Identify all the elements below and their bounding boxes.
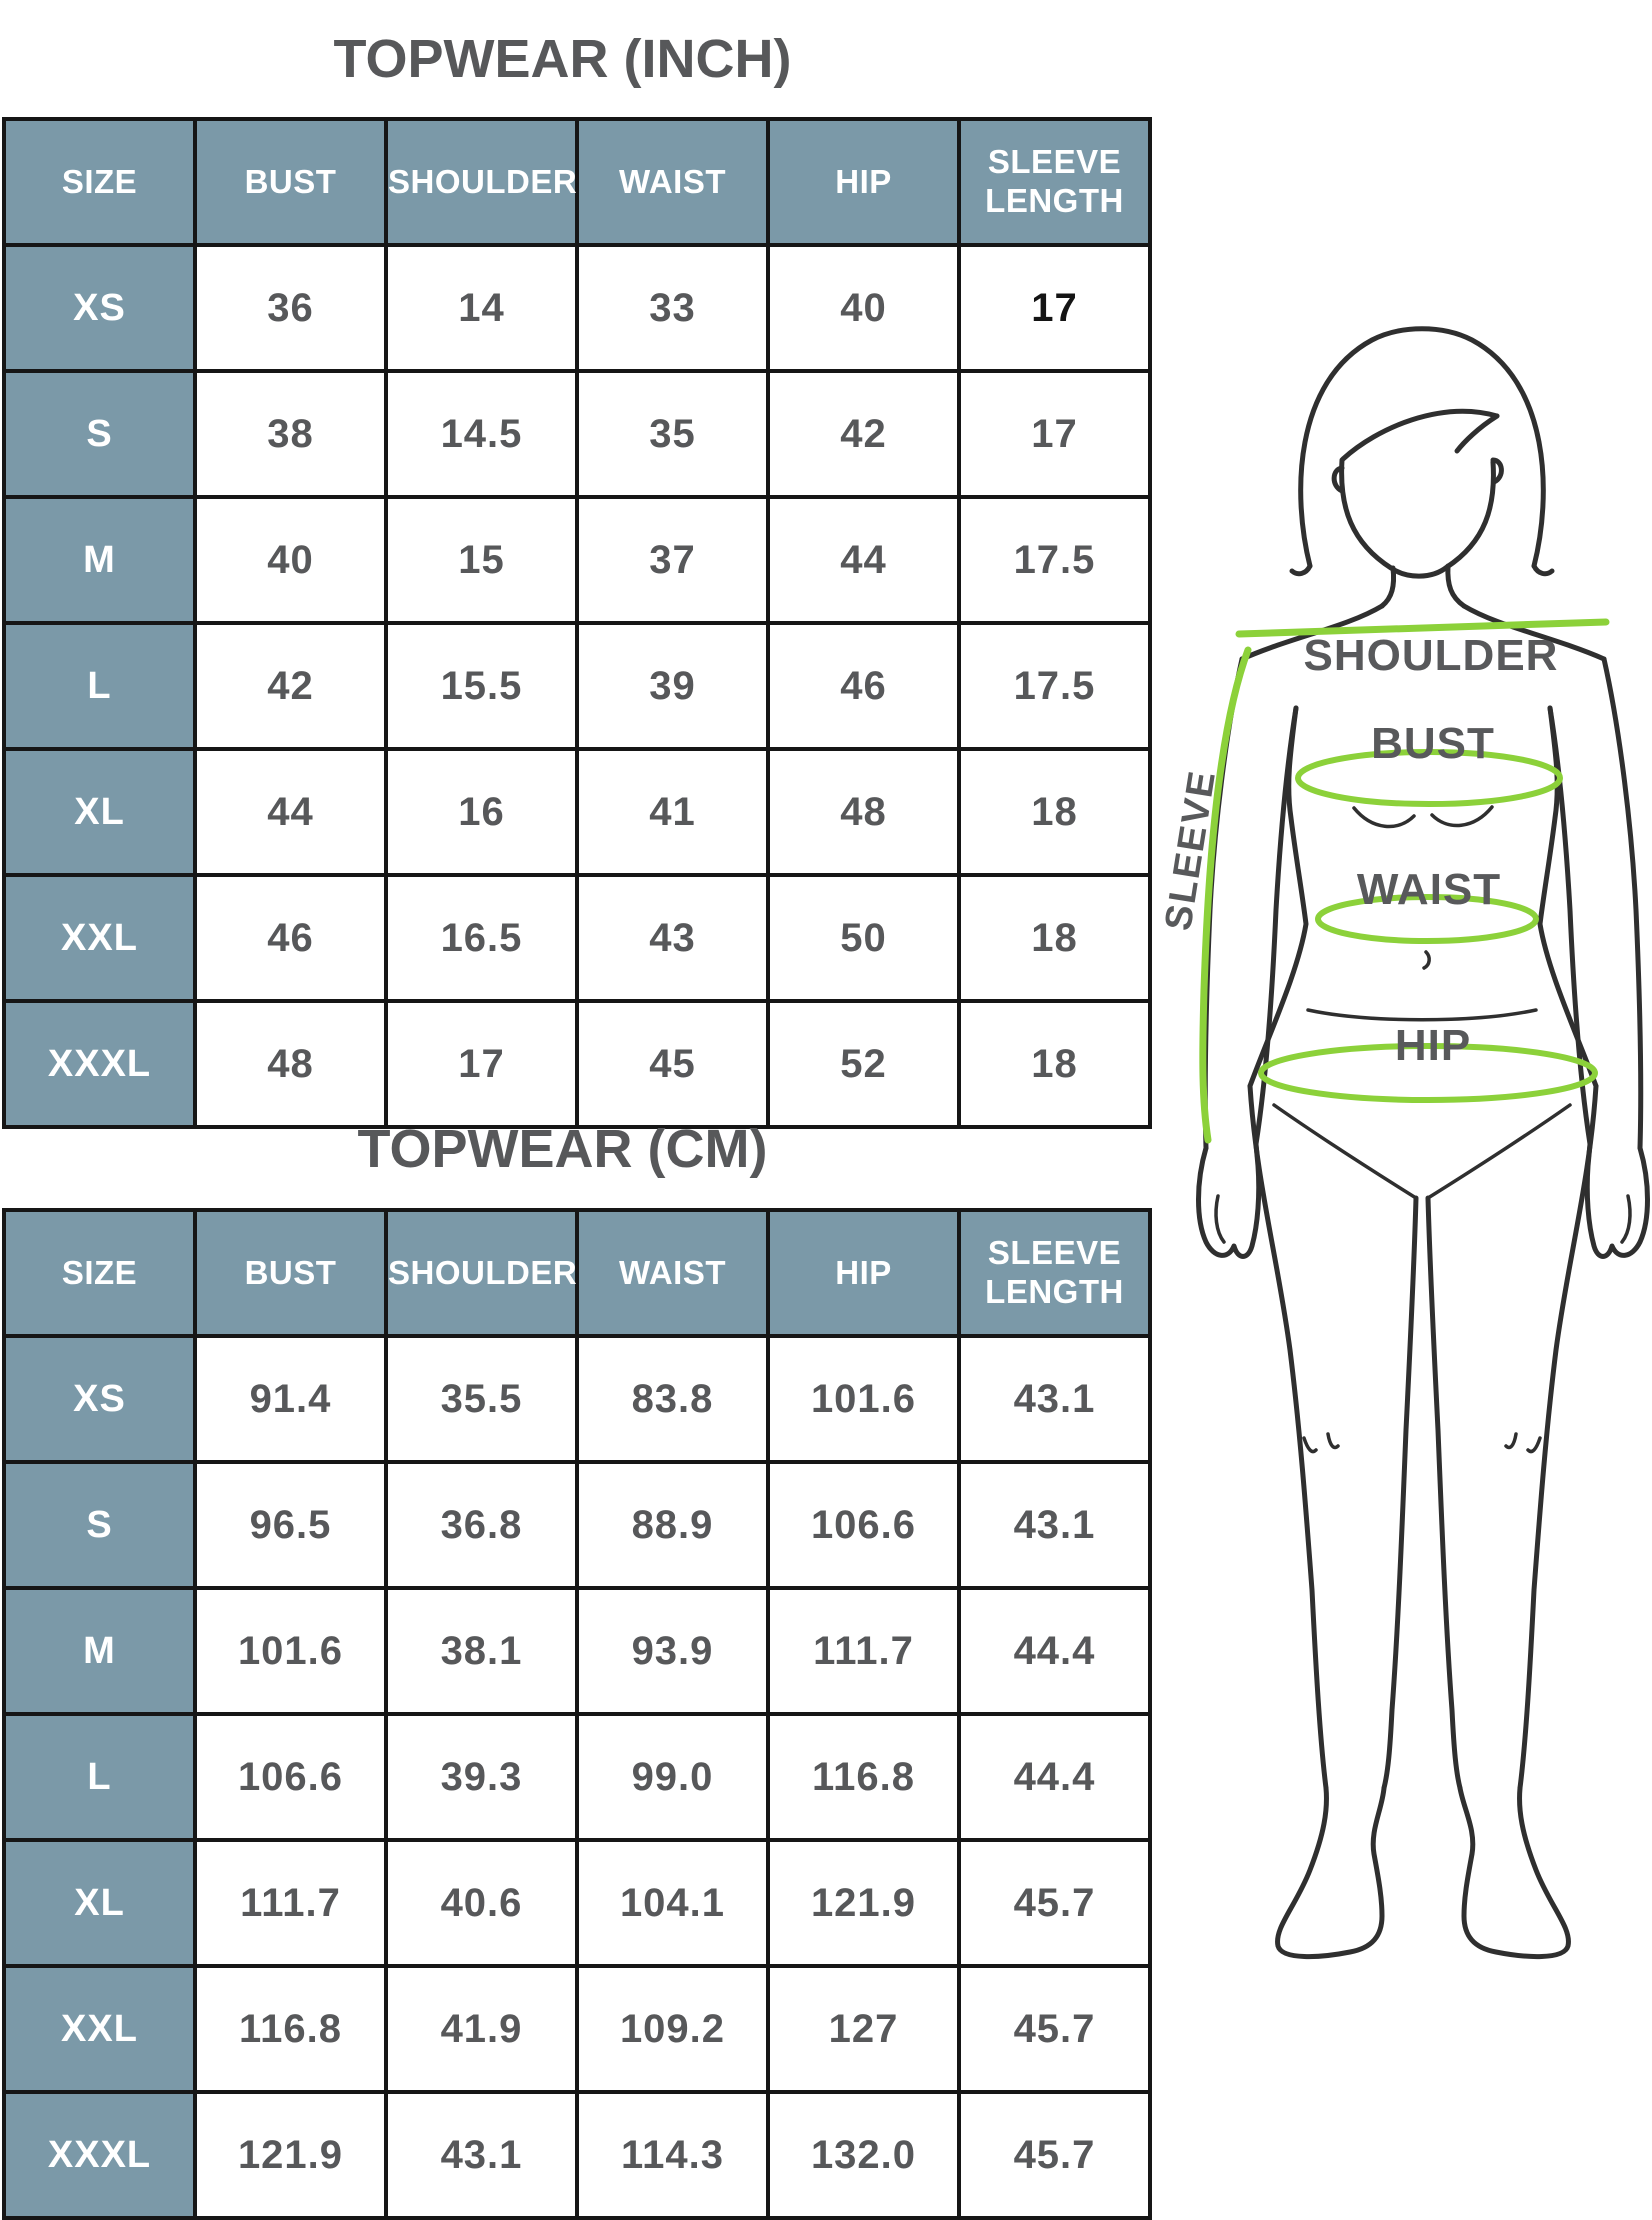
- column-header: BUST: [195, 119, 386, 245]
- foot-right: [1460, 1788, 1568, 1957]
- table-cell: 45.7: [959, 1840, 1150, 1966]
- leg-left-outer: [1250, 1086, 1326, 1788]
- table-row: [4, 875, 1150, 1001]
- table-cell: 48: [768, 749, 959, 875]
- table-cell: 39.3: [386, 1714, 577, 1840]
- table-cell: 106.6: [195, 1714, 386, 1840]
- table-row: [4, 623, 1150, 749]
- hair-outline: [1301, 329, 1544, 566]
- female-body-outline: [1199, 329, 1648, 1957]
- table-cell: 38.1: [386, 1588, 577, 1714]
- table-cell: 36: [195, 245, 386, 371]
- table-cell: 45.7: [959, 1966, 1150, 2092]
- table-cell: 48: [195, 1001, 386, 1127]
- table-row: [4, 245, 1150, 371]
- table-cell: 37: [577, 497, 768, 623]
- table-cell: 93.9: [577, 1588, 768, 1714]
- shoulder-label: SHOULDER: [1303, 631, 1559, 680]
- table-cell: 42: [768, 371, 959, 497]
- table-row: [4, 2092, 1150, 2218]
- table-cell: 39: [577, 623, 768, 749]
- topwear-cm-table: [2, 1208, 1152, 2220]
- table-cell: 18: [959, 749, 1150, 875]
- table-cell: 18: [959, 1001, 1150, 1127]
- table-row: [4, 1001, 1150, 1127]
- row-header: XXXL: [4, 1001, 195, 1127]
- table-row: [4, 1840, 1150, 1966]
- thumb-left: [1216, 1196, 1224, 1242]
- column-header: SHOULDER: [386, 119, 577, 245]
- column-header: HIP: [768, 119, 959, 245]
- hair-tip-left: [1292, 566, 1310, 574]
- table-cell: 121.9: [195, 2092, 386, 2218]
- table-cell: 33: [577, 245, 768, 371]
- panty-left-edge: [1274, 1105, 1416, 1198]
- table-cell: 40.6: [386, 1840, 577, 1966]
- leg-right-outer: [1520, 1086, 1596, 1788]
- hand-left: [1199, 1144, 1259, 1257]
- header-row: [4, 119, 1150, 245]
- table-cell: 43.1: [959, 1336, 1150, 1462]
- table-cell: 101.6: [195, 1588, 386, 1714]
- table-cell: 44.4: [959, 1714, 1150, 1840]
- table-cell: 15.5: [386, 623, 577, 749]
- table-row: [4, 1588, 1150, 1714]
- column-header: BUST: [195, 1210, 386, 1336]
- underbust-left: [1354, 808, 1414, 826]
- table-cell: 43.1: [959, 1462, 1150, 1588]
- table-cell: 16: [386, 749, 577, 875]
- table-cell: 50: [768, 875, 959, 1001]
- table-cell: 121.9: [768, 1840, 959, 1966]
- table-cell: 46: [195, 875, 386, 1001]
- topwear-cm-title: TOPWEAR (CM): [357, 1119, 768, 1179]
- sleeve-measure-line: [1203, 650, 1248, 1140]
- row-header: M: [4, 1588, 195, 1714]
- row-header: M: [4, 497, 195, 623]
- row-header: XXL: [4, 1966, 195, 2092]
- table-cell: 16.5: [386, 875, 577, 1001]
- table-cell: 83.8: [577, 1336, 768, 1462]
- topwear-inch-title: TOPWEAR (INCH): [333, 29, 792, 89]
- column-header: SHOULDER: [386, 1210, 577, 1336]
- table-cell: 15: [386, 497, 577, 623]
- table-cell: 114.3: [577, 2092, 768, 2218]
- table-cell: 40: [768, 245, 959, 371]
- thumb-right: [1622, 1196, 1630, 1242]
- table-cell: 43.1: [386, 2092, 577, 2218]
- face-outline: [1342, 460, 1494, 576]
- bust-label: BUST: [1371, 719, 1495, 768]
- table-cell: 45: [577, 1001, 768, 1127]
- row-header: L: [4, 623, 195, 749]
- table-cell: 41.9: [386, 1966, 577, 2092]
- column-header: SIZE: [4, 119, 195, 245]
- waist-label: WAIST: [1356, 865, 1502, 914]
- table-cell: 35: [577, 371, 768, 497]
- leg-left-inner: [1384, 1198, 1416, 1788]
- knee-mark-right-a: [1528, 1438, 1540, 1452]
- knee-mark-left-b: [1328, 1434, 1338, 1448]
- knee-mark-right-b: [1506, 1434, 1516, 1448]
- table-cell: 96.5: [195, 1462, 386, 1588]
- table-cell: 36.8: [386, 1462, 577, 1588]
- foot-left: [1278, 1788, 1384, 1957]
- knee-mark-left-a: [1304, 1438, 1316, 1452]
- table-cell: 17: [959, 371, 1150, 497]
- table-cell: 104.1: [577, 1840, 768, 1966]
- column-header: SLEEVE LENGTH: [959, 1210, 1150, 1336]
- table-cell: 44: [768, 497, 959, 623]
- topwear-inch-table: [2, 117, 1152, 1129]
- table-cell: 17: [959, 245, 1150, 371]
- table-cell: 88.9: [577, 1462, 768, 1588]
- neck-left: [1382, 568, 1394, 606]
- table-row: [4, 1966, 1150, 2092]
- arm-right-outer: [1604, 659, 1641, 1148]
- table-row: [4, 371, 1150, 497]
- row-header: XL: [4, 1840, 195, 1966]
- panty-top-line: [1308, 1010, 1536, 1020]
- sleeve-label: SLEEVE: [1157, 766, 1225, 934]
- fringe-curl: [1457, 416, 1497, 451]
- column-header: WAIST: [577, 1210, 768, 1336]
- table-cell: 17.5: [959, 497, 1150, 623]
- table-cell: 38: [195, 371, 386, 497]
- table-row: [4, 497, 1150, 623]
- table-cell: 116.8: [195, 1966, 386, 2092]
- row-header: XL: [4, 749, 195, 875]
- table-cell: 111.7: [195, 1840, 386, 1966]
- table-cell: 14: [386, 245, 577, 371]
- row-header: XS: [4, 245, 195, 371]
- leg-right-inner: [1428, 1198, 1460, 1788]
- table-cell: 91.4: [195, 1336, 386, 1462]
- table-cell: 116.8: [768, 1714, 959, 1840]
- table-cell: 41: [577, 749, 768, 875]
- table-cell: 35.5: [386, 1336, 577, 1462]
- table-cell: 17.5: [959, 623, 1150, 749]
- body-measurement-diagram: [1128, 310, 1652, 1962]
- table-cell: 127: [768, 1966, 959, 2092]
- neck-right: [1448, 566, 1464, 606]
- table-cell: 44: [195, 749, 386, 875]
- row-header: L: [4, 1714, 195, 1840]
- header-row: [4, 1210, 1150, 1336]
- table-row: [4, 749, 1150, 875]
- table-cell: 42: [195, 623, 386, 749]
- hip-label: HIP: [1394, 1021, 1472, 1070]
- table-row: [4, 1462, 1150, 1588]
- table-cell: 40: [195, 497, 386, 623]
- column-header: SIZE: [4, 1210, 195, 1336]
- row-header: S: [4, 371, 195, 497]
- panty-right-edge: [1428, 1105, 1570, 1198]
- table-row: [4, 1714, 1150, 1840]
- table-cell: 45.7: [959, 2092, 1150, 2218]
- table-cell: 14.5: [386, 371, 577, 497]
- navel: [1424, 952, 1429, 968]
- table-cell: 17: [386, 1001, 577, 1127]
- column-header: WAIST: [577, 119, 768, 245]
- table-cell: 99.0: [577, 1714, 768, 1840]
- table-cell: 132.0: [768, 2092, 959, 2218]
- hair-tip-right: [1534, 566, 1552, 574]
- table-cell: 111.7: [768, 1588, 959, 1714]
- column-header: HIP: [768, 1210, 959, 1336]
- table-cell: 101.6: [768, 1336, 959, 1462]
- hand-right: [1587, 1144, 1647, 1257]
- column-header: SLEEVE LENGTH: [959, 119, 1150, 245]
- table-row: [4, 1336, 1150, 1462]
- underbust-right: [1432, 807, 1492, 825]
- row-header: XXXL: [4, 2092, 195, 2218]
- table-cell: 43: [577, 875, 768, 1001]
- table-cell: 106.6: [768, 1462, 959, 1588]
- table-cell: 18: [959, 875, 1150, 1001]
- row-header: S: [4, 1462, 195, 1588]
- row-header: XS: [4, 1336, 195, 1462]
- row-header: XXL: [4, 875, 195, 1001]
- table-cell: 44.4: [959, 1588, 1150, 1714]
- table-cell: 109.2: [577, 1966, 768, 2092]
- table-cell: 52: [768, 1001, 959, 1127]
- table-cell: 46: [768, 623, 959, 749]
